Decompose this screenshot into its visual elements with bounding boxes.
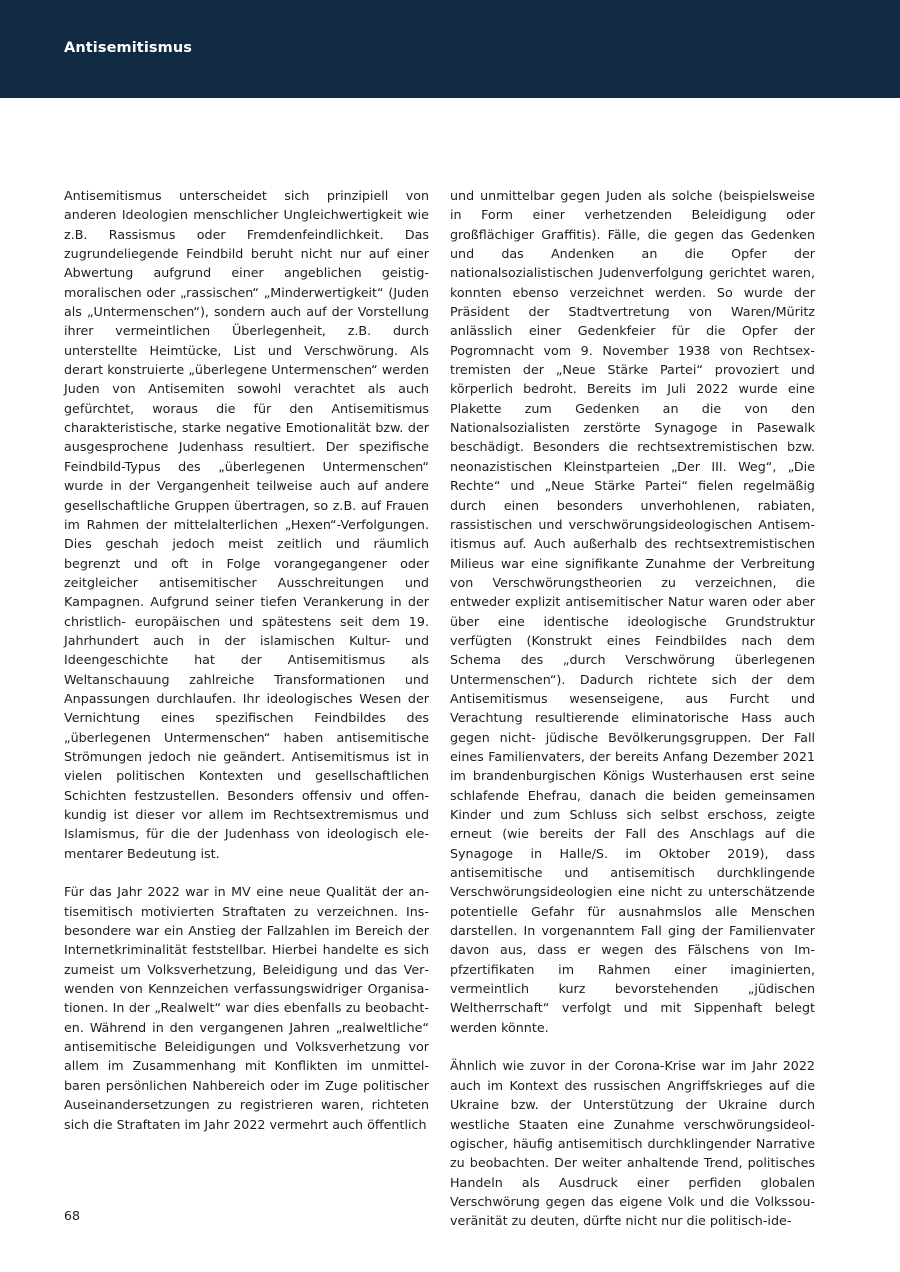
header-bar xyxy=(0,0,900,98)
paragraph: Ähnlich wie zuvor in der Corona-Krise war im Jahr 2022 auch im Kontext des russischen Angriffskrieges auf die Ukraine bzw. der Unterstützung der Ukraine durch westliche Staaten eine Zunahme verschwörungsideologischer, häufig antisemitisch durchklingender Narrative zu beobachten. Der weiter anhaltende Trend, politisches Handeln als Ausdruck einer perfiden globalen Verschwörung gegen das eigene Volk und die Volkssouveränität zu deuten, dürfte nicht nur die politisch-ide- xyxy=(450,1058,815,1229)
page-title: Antisemitismus xyxy=(64,40,192,56)
right-column xyxy=(450,186,815,1231)
paragraph: Antisemitismus unterscheidet sich prinzipiell von anderen Ideologien menschlicher Ungleichwertigkeit wie z.B. Rassismus oder Fremdenfeindlichkeit. Das zugrundeliegende Feindbild beruht nicht nur auf einer Abwertung aufgrund einer angeblichen geistig-moralischen oder „rassischen“ „Minderwertigkeit“ (Juden als „Untermenschen“), sondern auch auf der Vorstellung ihrer vermeintlichen Überlegenheit, z.B. durch unterstellte Heimtücke, List und Verschwörung. Als derart konstruierte „überlegene Untermenschen“ werden Juden von Antisemiten sowohl verachtet als auch gefürchtet, woraus die für den Antisemitismus charakteristische, starke negative Emotionalität bzw. der ausgesprochene Judenhass resultiert. Der spezifische Feindbild-Typus des „überlegenen Untermenschen“ wurde in der Vergangenheit teilweise auch auf andere gesellschaftliche Gruppen übertragen, so z.B. auf Frauen im Rahmen der mittelalterlichen „Hexen“-Verfolgungen. Dies geschah jedoch meist zeitlich und räumlich begrenzt und oft in Folge vorangegangener oder zeitgleicher antisemitischer Ausschreitungen und Kampagnen. Aufgrund seiner tiefen Verankerung in der christlich- europäischen und spätestens seit dem 19. Jahrhundert auch in der islamischen Kultur- und Ideengeschichte hat der Antisemitismus als Weltanschauung zahlreiche Transformationen und Anpassungen durchlaufen. Ihr ideologisches Wesen der Vernichtung eines spezifischen Feindbildes des „überlegenen Untermenschen“ haben antisemitische Strömungen jedoch nie geändert. Antisemitismus ist in vielen politischen Kontexten und gesellschaftlichen Schichten festzustellen. Besonders offensiv und offenkundig ist dieser vor allem im Rechtsextremismus und Islamismus, für die der Judenhass von ideologisch elementarer Bedeutung ist. xyxy=(64,188,429,861)
left-column xyxy=(64,186,429,1134)
paragraph: und unmittelbar gegen Juden als solche (beispielsweise in Form einer verhetzenden Beleidigung oder großflächiger Graffitis). Fälle, die gegen das Gedenken und das Andenken an die Opfer der nationalsozialistischen Judenverfolgung gerichtet waren, konnten ebenso verzeichnet werden. So wurde der Präsident der Stadtvertretung von Waren/Müritz anlässlich einer Gedenkfeier für die Opfer der Pogromnacht vom 9. November 1938 von Rechtsextremisten der „Neue Stärke Partei“ provoziert und körperlich bedroht. Bereits im Juli 2022 wurde eine Plakette zum Gedenken an die von den Nationalsozialisten zerstörte Synagoge in Pasewalk beschädigt. Besonders die rechtsextremistischen bzw. neonazistischen Kleinstparteien „Der III. Weg“, „Die Rechte“ und „Neue Stärke Partei“ fielen regelmäßig durch einen besonders unverhohlenen, rabiaten, rassistischen und verschwörungsideologischen Antisemitismus auf. Auch außerhalb des rechtsextremistischen Milieus war eine signifikante Zunahme der Verbreitung von Verschwörungstheorien zu verzeichnen, die entweder explizit antisemitischer Natur waren oder aber über eine identische ideologische Grundstruktur verfügten (Konstrukt eines Feindbildes nach dem Schema des „durch Verschwörung überlegenen Untermenschen“). Dadurch richtete sich der dem Antisemitismus wesenseigene, aus Furcht und Verachtung resultierende eliminatorische Hass auch gegen nicht- jüdische Bevölkerungsgruppen. Der Fall eines Familienvaters, der bereits Anfang Dezember 2021 im brandenburgischen Königs Wusterhausen erst seine schlafende Ehefrau, danach die beiden gemeinsamen Kinder und zum Schluss sich selbst erschoss, zeigte erneut (wie bereits der Fall des Anschlags auf die Synagoge in Halle/S. im Oktober 2019), dass antisemitische und antisemitisch durchklingende Verschwörungsideologien eine nicht zu unterschätzende potentielle Gefahr für ausnahmslos alle Menschen darstellen. In vorgenanntem Fall ging der Familienvater davon aus, dass er wegen des Fälschens von Impfzertifikaten im Rahmen einer imaginierten, vermeintlich kurz bevorstehenden „jüdischen Weltherrschaft“ verfolgt und mit Sippenhaft belegt werden könnte. xyxy=(450,188,815,1035)
paragraph: Für das Jahr 2022 war in MV eine neue Qualität der antisemitisch motivierten Straftaten zu verzeichnen. Insbesondere war ein Anstieg der Fallzahlen im Bereich der Internetkriminalität feststellbar. Hierbei handelte es sich zumeist um Volksverhetzung, Beleidigung und das Verwenden von Kennzeichen verfassungswidriger Organisationen. In der „Realwelt“ war dies ebenfalls zu beobachten. Während in den vergangenen Jahren „realweltliche“ antisemitische Beleidigungen und Volksverhetzung vor allem im Zusammenhang mit Konflikten im unmittelbaren persönlichen Nahbereich oder im Zuge politischer Auseinandersetzungen zu registrieren waren, richteten sich die Straftaten im Jahr 2022 vermehrt auch öffentlich xyxy=(64,884,429,1132)
page-number: 68 xyxy=(64,1208,80,1223)
